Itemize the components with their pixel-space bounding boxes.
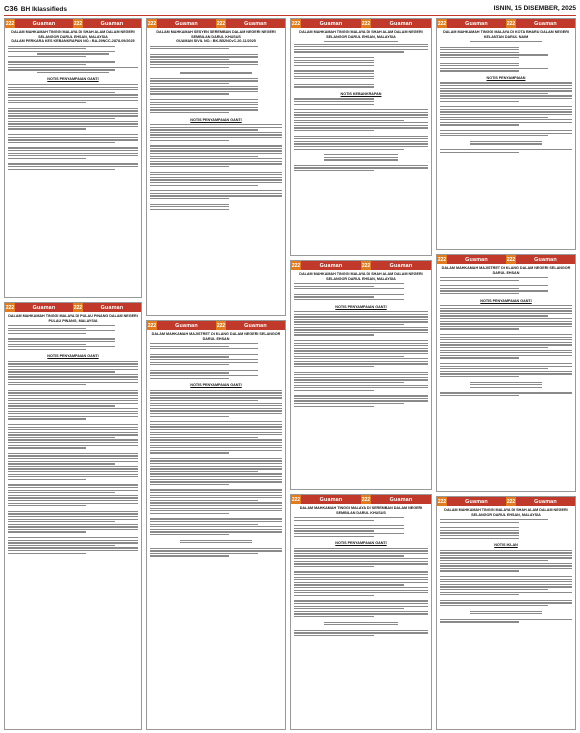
notice-ad xyxy=(436,496,576,730)
section-band: 222 Guaman 222 Guaman xyxy=(147,19,285,28)
issue-date: ISNIN, 15 DISEMBER, 2025 xyxy=(493,4,576,12)
notice-subtitle: GUAMAN SIVIL NO.: BK-B52NCvC-20-11/2025 xyxy=(176,39,256,43)
notice-body xyxy=(294,98,428,171)
section-band: 222 Guaman 222 Guaman xyxy=(5,303,141,312)
notice-title: DALAM MAHKAMAH TINGGI MALAYA DI SHAH ALAM DALAM NEGERI SELANGOR DARUL EHSAN, MALAYSIA xyxy=(299,272,423,281)
section-band: 222 Guaman 222 Guaman xyxy=(291,261,431,270)
notice-body xyxy=(294,311,428,407)
section-name: BH Iklassifieds xyxy=(20,5,68,13)
notice-ad xyxy=(146,320,286,730)
section-band: 222 Guaman 222 Guaman xyxy=(5,19,141,28)
notice-heading: NOTIS PENYAMPAIAN GANTI xyxy=(335,541,387,546)
notice-body xyxy=(150,46,282,118)
notice-body xyxy=(440,550,572,623)
notice-body xyxy=(294,517,428,541)
notice-body xyxy=(294,41,428,92)
section-band: 222 Guaman 222 Guaman xyxy=(291,19,431,28)
notice-body xyxy=(150,343,282,383)
notice-body xyxy=(440,277,572,299)
notice-ad xyxy=(436,18,576,250)
section-band: 222 Guaman 222 Guaman xyxy=(147,321,285,330)
notice-title: DALAM MAHKAMAH TINGGI MALAYA DI SEREMBAN DALAM NEGERI SEMBILAN DARUL KHUSUS xyxy=(299,506,423,515)
notice-body xyxy=(150,124,282,210)
section-band: 222 Guaman 222 Guaman xyxy=(437,497,575,506)
notice-body xyxy=(440,519,572,543)
notice-heading: NOTIS PENYAMPAIAN GANTI xyxy=(47,77,99,82)
notice-title: DALAM MAHKAMAH MAJISTRET DI KLANG DALAM NEGERI SELANGOR DARUL EHSAN xyxy=(441,266,571,275)
notice-body xyxy=(8,84,138,170)
notice-heading: NOTIS PENYAMPAIAN GANTI xyxy=(47,354,99,359)
notice-heading: NOTIS PENYAMPAIAN GANTI xyxy=(190,117,242,122)
notice-ad xyxy=(146,18,286,316)
notice-ad xyxy=(4,18,142,298)
page-masthead xyxy=(4,2,576,14)
notice-body xyxy=(294,548,428,637)
notice-body xyxy=(8,325,138,354)
notice-title: DALAM MAHKAMAH TINGGI MALAYA DI KOTA BHARU DALAM NEGERI KELANTAN DARUL NAIM xyxy=(443,30,569,39)
notice-ad xyxy=(4,302,142,730)
notice-body xyxy=(440,41,572,76)
notice-heading: NOTIS PENYAMPAIAN GANTI xyxy=(335,304,387,309)
notice-heading: NOTIS IKLAN xyxy=(494,543,518,548)
notice-heading: NOTIS PENYAMPAIAN GANTI xyxy=(190,383,242,388)
section-band: 222 Guaman 222 Guaman xyxy=(437,19,575,28)
notice-subtitle: DALAM PERKARA KES KEBANKRAPAN NO.: BA-29NCC-2878-09/2025 xyxy=(11,39,135,43)
notice-title: DALAM MAHKAMAH TINGGI MALAYA DI SHAH ALAM DALAM NEGERI SELANGOR DARUL EHSAN, MALAYSIA xyxy=(11,30,135,39)
notice-body xyxy=(294,283,428,305)
notice-ad xyxy=(290,494,432,730)
notice-ad xyxy=(436,254,576,492)
page-number: C36 xyxy=(4,3,18,13)
notice-body xyxy=(8,46,138,78)
notice-heading: NOTIS PENYAMPAIAN xyxy=(486,75,526,80)
section-band: 222 Guaman 222 Guaman xyxy=(437,255,575,264)
section-band: 222 Guaman 222 Guaman xyxy=(291,495,431,504)
notice-body xyxy=(440,305,572,396)
notice-ad xyxy=(290,18,432,256)
notice-ad xyxy=(290,260,432,490)
notice-body xyxy=(8,361,138,554)
notice-title: DALAM MAHKAMAH SESYEN SEREMBAN DALAM NEGERI NEGERI SEMBILAN DARUL KHUSUS xyxy=(156,30,276,39)
notice-body xyxy=(150,390,282,557)
masthead-rule xyxy=(4,15,576,16)
notice-title: DALAM MAHKAMAH TINGGI MALAYA DI PULAU PINANG DALAM NEGERI PULAU PINANG, MALAYSIA xyxy=(8,314,138,323)
notice-body xyxy=(440,82,572,152)
notice-title: DALAM MAHKAMAH TINGGI MALAYA DI SHAH ALAM DALAM NEGERI SELANGOR DARUL EHSAN, MALAYSIA xyxy=(444,508,568,517)
notice-title: DALAM MAHKAMAH TINGGI MALAYA DI SHAH ALAM DALAM NEGERI SELANGOR DARUL EHSAN, MALAYSIA xyxy=(299,30,423,39)
notice-heading: NOTIS KEBANKRAPAN xyxy=(340,91,382,96)
notice-heading: NOTIS PENYAMPAIAN GANTI xyxy=(480,298,532,303)
notice-title: DALAM MAHKAMAH MAJISTRET DI KLANG DALAM NEGERI SELANGOR DARUL EHSAN xyxy=(151,332,281,341)
